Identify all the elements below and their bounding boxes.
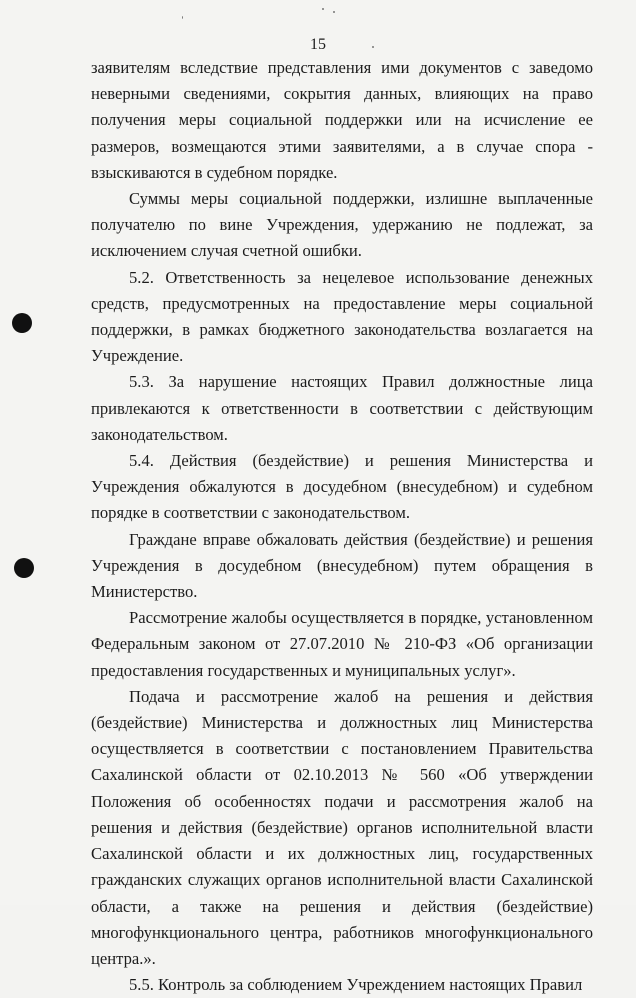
- scan-speck: [322, 8, 324, 10]
- paragraph-citizens-appeal: Граждане вправе обжаловать действия (бездействие) и решения Учреждения в досудебном (внесудебном) путем обращения в Министерство.: [91, 529, 593, 602]
- paragraph-complaint-review: Рассмотрение жалобы осуществляется в порядке, установленном Федеральным законом от 27.07.2010 № 210-ФЗ «Об организации предоставления государственных и муниципальных услуг».: [91, 608, 593, 680]
- scan-speck: [333, 11, 335, 13]
- paragraph-liability-continuation: заявителям вследствие представления ими документов с заведомо неверными сведениями, сокрытия данных, влияющих на право получения меры социальной поддержки или на исчисление ее размеров, возмещаются этими заявителями, а в случае спора - взыскиваются в судебном порядке.: [91, 58, 593, 182]
- punch-hole-bottom: [14, 558, 34, 578]
- document-body: [91, 55, 593, 998]
- paragraph-complaint-procedure: Подача и рассмотрение жалоб на решения и действия (бездействие) Министерства и должностных лиц Министерства осуществляется в соответствии с постановлением Правительства Сахалинской области от 02.10.2013 № 560 «Об утверждении Положения об особенностях подачи и рассмотрения жалоб на решения и действия (бездействие) органов исполнительной власти Сахалинской области и их должностных лиц, государственных гражданских служащих органов исполнительной власти Сахалинской области, а также на решения и действия (бездействие) многофункционального центра, работников многофункционального центра.».: [91, 686, 593, 968]
- punch-hole-top: [12, 313, 32, 333]
- scan-speck: [182, 16, 183, 19]
- paragraph-5-3: 5.3. За нарушение настоящих Правил должностные лица привлекаются к ответственности в соответствии с действующим законодательством.: [91, 372, 593, 444]
- paragraph-overpayment: Суммы меры социальной поддержки, излишне выплаченные получателю по вине Учреждения, удержанию не подлежат, за исключением случая счетной ошибки.: [91, 189, 593, 261]
- page-number: 15: [310, 36, 326, 53]
- paragraph-5-2: 5.2. Ответственность за нецелевое использование денежных средств, предусмотренных на предоставление меры социальной поддержки, в рамках бюджетного законодательства возлагается на Учреждение.: [91, 267, 593, 366]
- paragraph-5-4: 5.4. Действия (бездействие) и решения Министерства и Учреждения обжалуются в досудебном (внесудебном) и судебном порядке в соответствии с законодательством.: [91, 451, 593, 523]
- paragraph-5-5: 5.5. Контроль за соблюдением Учреждением настоящих Правил: [129, 975, 583, 995]
